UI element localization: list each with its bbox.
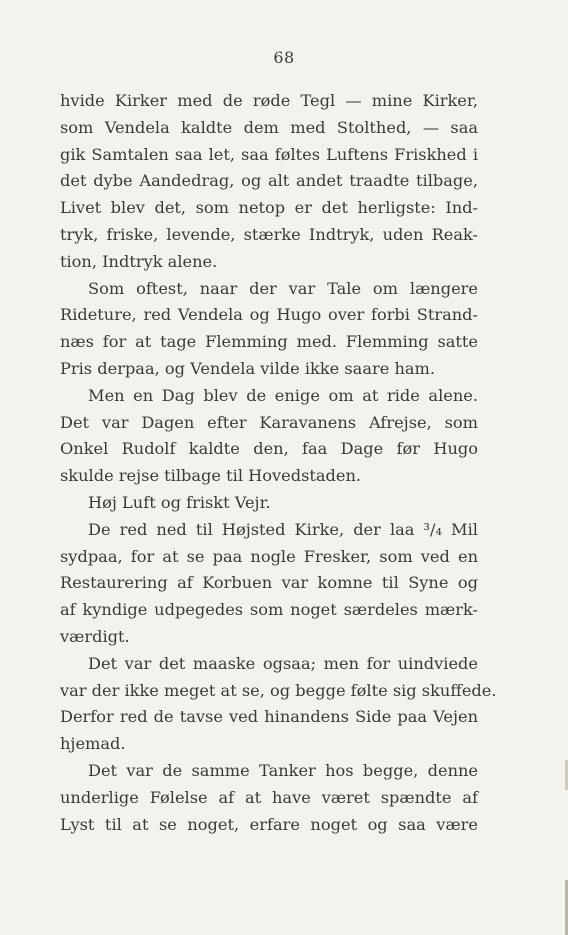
text-line: Men en Dag blev de enige om at ride alene. (88, 385, 478, 405)
text-line: De red ned til Højsted Kirke, der laa ³/₄ Mil (88, 519, 478, 539)
text-line: som Vendela kaldte dem med Stolthed, — saa (60, 117, 478, 137)
text-line: underlige Følelse af at have været spændte af (60, 787, 478, 807)
body-text (60, 88, 497, 838)
text-line: var der ikke meget at se, og begge følte sig skuffede. (60, 680, 497, 700)
text-line: Onkel Rudolf kaldte den, faa Dage før Hugo (60, 439, 478, 459)
text-line: Restaurering af Korbuen var komne til Syne og (60, 573, 478, 593)
text-line: Livet blev det, som netop er det herligste: Ind- (60, 198, 478, 218)
text-line: tryk, friske, levende, stærke Indtryk, uden Reak- (60, 224, 478, 244)
text-line: Lyst til at se noget, erfare noget og saa være (60, 814, 478, 834)
text-line: Det var Dagen efter Karavanens Afrejse, som (60, 412, 478, 432)
text-line: Rideture, red Vendela og Hugo over forbi Strand- (60, 305, 478, 325)
text-line: hjemad. (60, 734, 126, 754)
text-line: næs for at tage Flemming med. Flemming satte (60, 332, 478, 352)
text-line: hvide Kirker med de røde Tegl — mine Kirker, (60, 91, 478, 110)
text-line: sydpaa, for at se paa nogle Fresker, som ved en (60, 546, 478, 566)
text-line: Derfor red de tavse ved hinandens Side paa Vejen (60, 707, 478, 727)
text-line: Som oftest, naar der var Tale om længere (88, 278, 478, 298)
text-line: værdigt. (60, 626, 130, 646)
text-line: tion, Indtryk alene. (60, 251, 218, 271)
text-line: Det var de samme Tanker hos begge, denne (88, 760, 478, 780)
text-line: Det var det maaske ogsaa; men for uindviede (88, 653, 478, 673)
page-number: 68 (273, 48, 295, 67)
text-line: Pris derpaa, og Vendela vilde ikke saare ham. (60, 358, 436, 378)
text-line: Høj Luft og friskt Vejr. (88, 492, 271, 512)
text-line: skulde rejse tilbage til Hovedstaden. (60, 466, 362, 486)
text-line: gik Samtalen saa let, saa føltes Luftens Friskhed i (60, 144, 478, 164)
text-line: af kyndige udpegedes som noget særdeles mærk- (60, 600, 478, 620)
text-line: det dybe Aandedrag, og alt andet traadte tilbage, (60, 171, 478, 191)
